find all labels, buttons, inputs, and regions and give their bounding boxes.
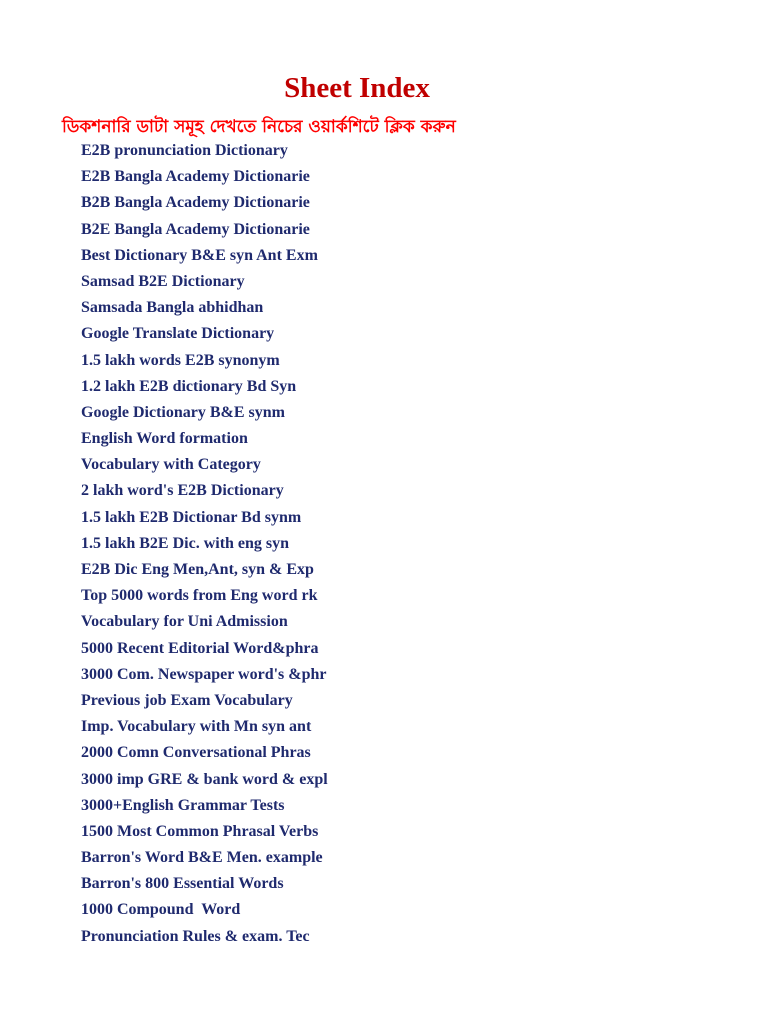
list-item xyxy=(81,269,328,295)
list-item xyxy=(81,426,328,452)
sheet-link[interactable]: 1.2 lakh E2B dictionary Bd Syn xyxy=(81,377,297,395)
sheet-link[interactable]: B2B Bangla Academy Dictionarie xyxy=(81,194,310,212)
sheet-link[interactable]: Previous job Exam Vocabulary xyxy=(81,691,293,709)
page-title: Sheet Index xyxy=(284,72,430,104)
list-item xyxy=(81,740,328,766)
sheet-link[interactable]: B2E Bangla Academy Dictionarie xyxy=(81,220,310,238)
sheet-link[interactable]: Top 5000 words from Eng word rk xyxy=(81,587,318,605)
list-item xyxy=(81,662,328,688)
sheet-link[interactable]: 1.5 lakh words E2B synonym xyxy=(81,351,280,369)
sheet-link[interactable]: Google Dictionary B&E synm xyxy=(81,403,285,421)
sheet-link[interactable]: 1.5 lakh E2B Dictionar Bd synm xyxy=(81,508,302,526)
list-item xyxy=(81,531,328,557)
instruction-text: ডিকশনারি ডাটা সমূহ দেখতে নিচের ওয়ার্কশিটে ক্লিক করুন xyxy=(62,117,456,137)
sheet-link[interactable]: 1000 Compound Word xyxy=(81,901,241,919)
list-item xyxy=(81,243,328,269)
sheet-link[interactable]: 1500 Most Common Phrasal Verbs xyxy=(81,822,319,840)
list-item xyxy=(81,190,328,216)
list-item xyxy=(81,583,328,609)
list-item xyxy=(81,871,328,897)
list-item xyxy=(81,636,328,662)
list-item xyxy=(81,138,328,164)
sheet-link[interactable]: 3000 imp GRE & bank word & expl xyxy=(81,770,328,788)
sheet-link[interactable]: Google Translate Dictionary xyxy=(81,325,275,343)
sheet-link[interactable]: English Word formation xyxy=(81,430,248,448)
list-item xyxy=(81,924,328,950)
list-item xyxy=(81,452,328,478)
sheet-link[interactable]: E2B Bangla Academy Dictionarie xyxy=(81,168,310,186)
list-item xyxy=(81,557,328,583)
sheet-link[interactable]: Pronunciation Rules & exam. Tec xyxy=(81,927,310,945)
list-item xyxy=(81,793,328,819)
list-item xyxy=(81,767,328,793)
list-item xyxy=(81,819,328,845)
sheet-link[interactable]: E2B pronunciation Dictionary xyxy=(81,142,288,159)
sheet-link[interactable]: 5000 Recent Editorial Word&phra xyxy=(81,639,319,657)
list-item xyxy=(81,400,328,426)
sheet-link[interactable]: Best Dictionary B&E syn Ant Exm xyxy=(81,246,318,264)
sheet-link-list xyxy=(81,138,328,950)
list-item xyxy=(81,295,328,321)
sheet-link[interactable]: Barron's Word B&E Men. example xyxy=(81,849,323,867)
sheet-link[interactable]: Vocabulary with Category xyxy=(81,456,261,474)
list-item xyxy=(81,478,328,504)
sheet-link[interactable]: 2000 Comn Conversational Phras xyxy=(81,744,311,762)
sheet-link[interactable]: Samsada Bangla abhidhan xyxy=(81,299,264,317)
sheet-link[interactable]: 1.5 lakh B2E Dic. with eng syn xyxy=(81,534,290,552)
sheet-link[interactable]: Samsad B2E Dictionary xyxy=(81,272,245,290)
sheet-link[interactable]: 2 lakh word's E2B Dictionary xyxy=(81,482,284,500)
list-item xyxy=(81,714,328,740)
list-item xyxy=(81,688,328,714)
sheet-link[interactable]: E2B Dic Eng Men,Ant, syn & Exp xyxy=(81,561,314,578)
list-item xyxy=(81,164,328,190)
sheet-link[interactable]: Barron's 800 Essential Words xyxy=(81,875,284,893)
list-item xyxy=(81,845,328,871)
sheet-link[interactable]: Imp. Vocabulary with Mn syn ant xyxy=(81,718,312,736)
sheet-link[interactable]: 3000 Com. Newspaper word's &phr xyxy=(81,665,327,683)
sheet-link[interactable]: Vocabulary for Uni Admission xyxy=(81,613,288,631)
sheet-link[interactable]: 3000+English Grammar Tests xyxy=(81,796,285,814)
list-item xyxy=(81,217,328,243)
list-item xyxy=(81,348,328,374)
list-item xyxy=(81,609,328,635)
list-item xyxy=(81,374,328,400)
list-item xyxy=(81,505,328,531)
list-item xyxy=(81,897,328,923)
list-item xyxy=(81,321,328,347)
